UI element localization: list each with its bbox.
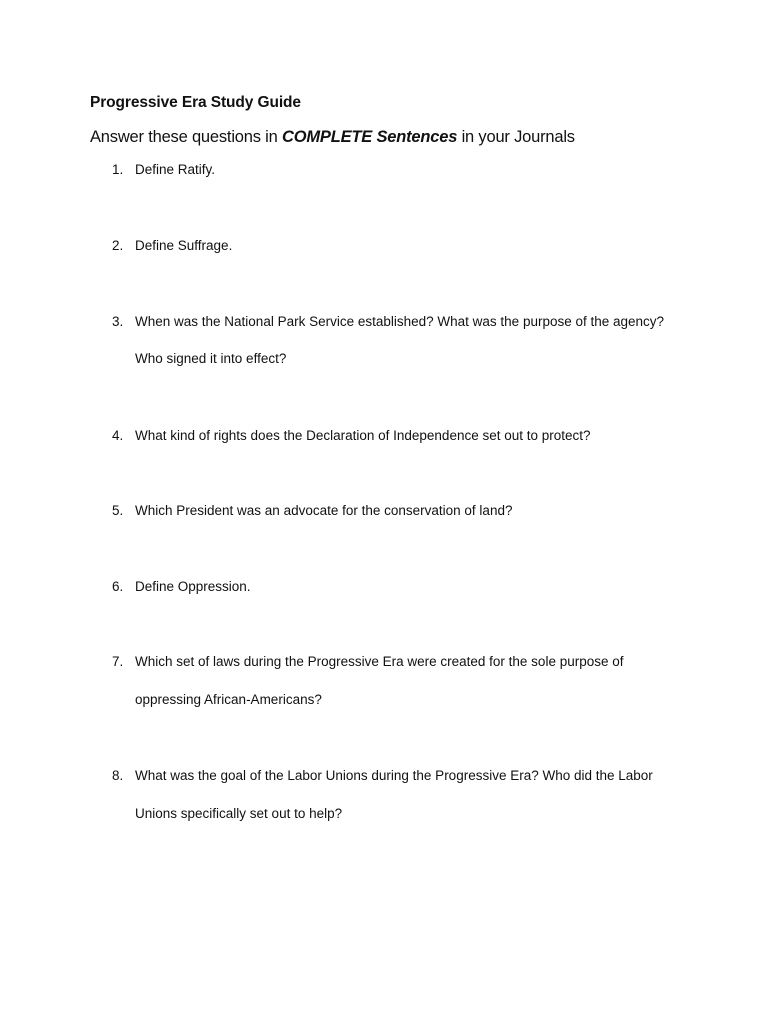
question-number: 3. xyxy=(112,314,124,329)
question-number: 2. xyxy=(112,238,124,253)
question-number: 5. xyxy=(112,503,124,518)
instructions-emphasis: COMPLETE Sentences xyxy=(282,128,458,146)
question-number: 8. xyxy=(112,768,124,783)
question-text: Which President was an advocate for the conservation of land? xyxy=(135,503,513,518)
question-text: Which set of laws during the Progressive Era were created for the sole purpose of xyxy=(135,654,624,669)
question-text: What was the goal of the Labor Unions during the Progressive Era? Who did the Labor xyxy=(135,768,653,783)
question-text: Define Oppression. xyxy=(135,579,251,594)
question-text-continued: oppressing African-Americans? xyxy=(135,692,322,707)
question-text: When was the National Park Service established? What was the purpose of the agency? xyxy=(135,314,665,329)
question-number: 7. xyxy=(112,654,124,669)
instructions xyxy=(90,128,575,147)
question-text: Define Suffrage. xyxy=(135,238,233,253)
question-number: 1. xyxy=(112,162,124,177)
question-text-continued: Who signed it into effect? xyxy=(135,351,287,366)
instructions-text-after: in your Journals xyxy=(457,128,575,146)
instructions-text-before: Answer these questions in xyxy=(90,128,282,146)
question-text-continued: Unions specifically set out to help? xyxy=(135,806,343,821)
question-number: 4. xyxy=(112,428,124,443)
question-number: 6. xyxy=(112,579,124,594)
question-text: What kind of rights does the Declaration of Independence set out to protect? xyxy=(135,428,591,443)
question-text: Define Ratify. xyxy=(135,162,216,177)
document-title: Progressive Era Study Guide xyxy=(90,94,301,111)
